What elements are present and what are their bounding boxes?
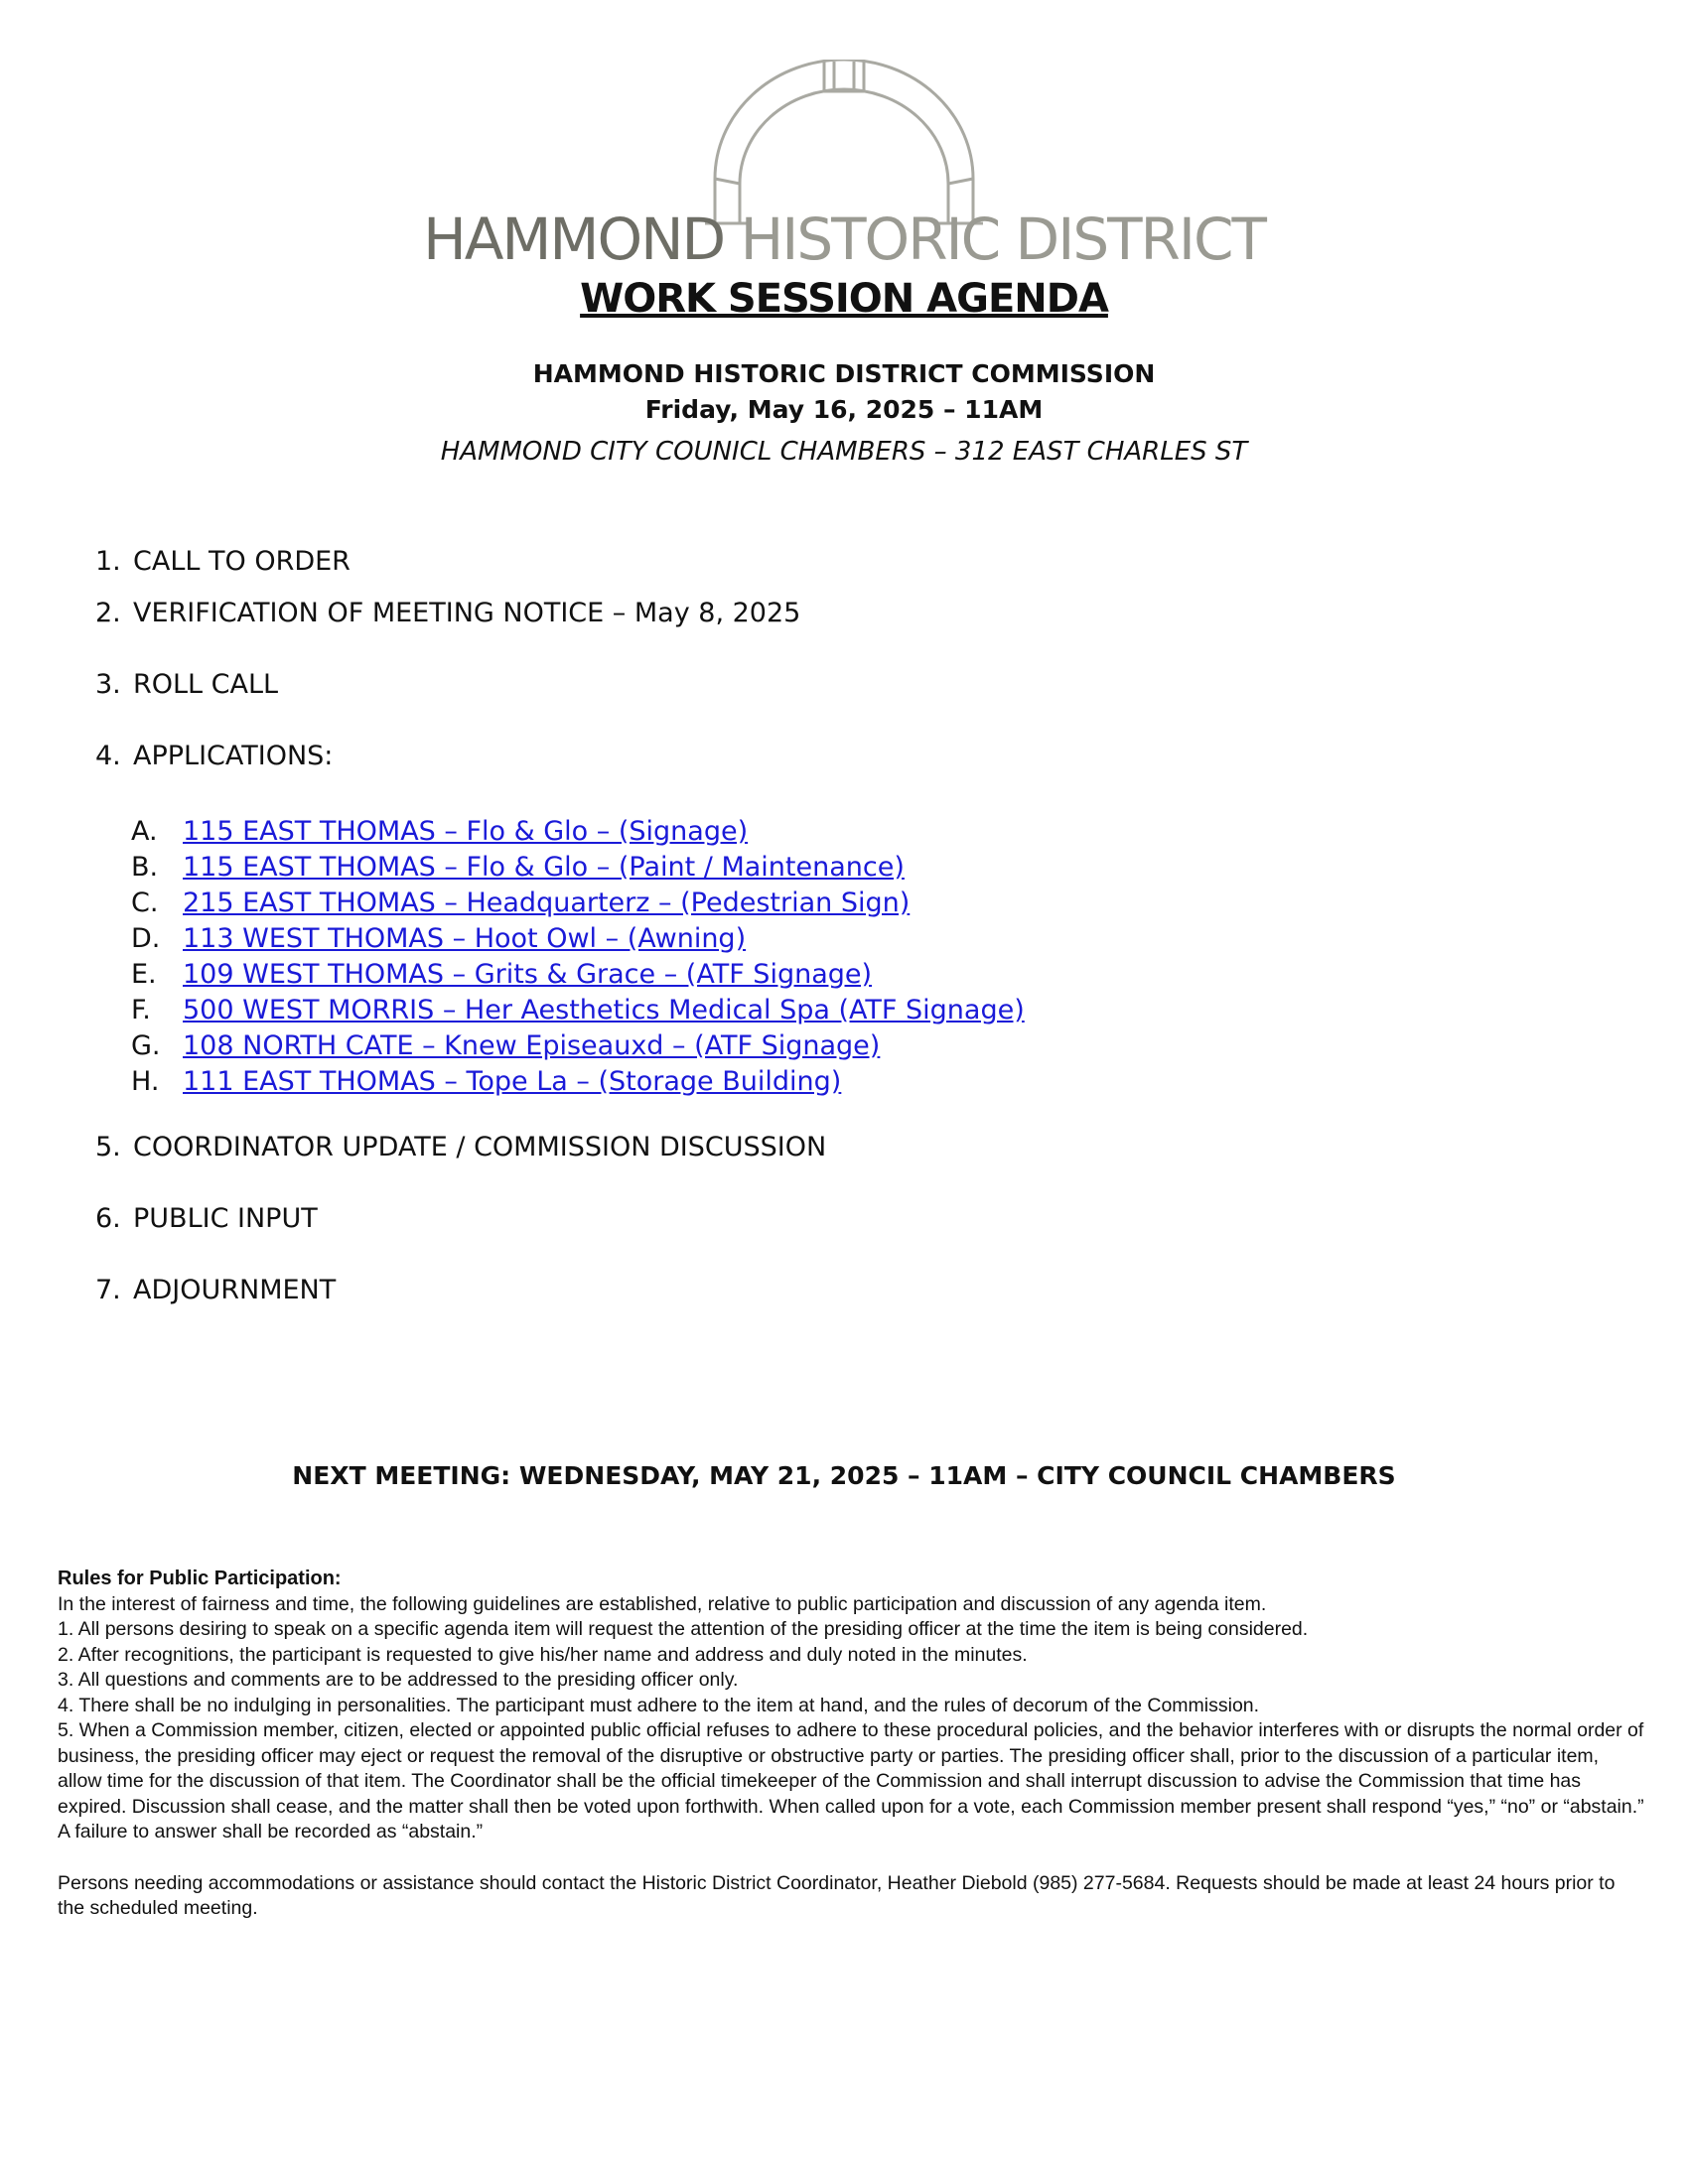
agenda-item-call-to-order	[95, 546, 351, 577]
organization-name: HAMMOND HISTORIC DISTRICT COMMISSION	[532, 359, 1156, 388]
application-letter: D.	[131, 923, 161, 954]
rules-heading: Rules for Public Participation:	[58, 1568, 342, 1589]
logo-word-hammond: HAMMOND	[423, 205, 725, 273]
application-letter: E.	[131, 959, 157, 990]
applications-list	[131, 816, 1025, 1102]
next-meeting-notice: NEXT MEETING: WEDNESDAY, MAY 21, 2025 – 11AM – CITY COUNCIL CHAMBERS	[292, 1461, 1396, 1490]
arch-icon	[685, 60, 1003, 228]
application-link[interactable]: 111 EAST THOMAS – Tope La – (Storage Building)	[183, 1066, 842, 1097]
rule-item: 1. All persons desiring to speak on a specific agenda item will request the attention of the presiding officer at the time the item is being considered.	[58, 1618, 1309, 1640]
meeting-venue: HAMMOND CITY COUNICL CHAMBERS – 312 EAST CHARLES ST	[440, 437, 1248, 467]
rule-item: 2. After recognitions, the participant is requested to give his/her name and address and duly noted in the minutes.	[58, 1643, 1028, 1666]
application-letter: F.	[131, 995, 151, 1025]
meeting-date: Friday, May 16, 2025 – 11AM	[644, 395, 1044, 424]
application-letter: A.	[131, 816, 158, 847]
rule-item: 4. There shall be no indulging in personalities. The participant must adhere to the item at hand, and the rules of decorum of the Commission.	[58, 1694, 1260, 1716]
application-letter: B.	[131, 852, 159, 883]
application-link[interactable]: 115 EAST THOMAS – Flo & Glo – (Paint / Maintenance)	[183, 852, 905, 883]
logo-wordmark	[0, 205, 1688, 273]
application-item	[131, 1066, 1025, 1102]
application-item	[131, 995, 1025, 1030]
agenda-item-verification	[95, 598, 800, 628]
application-link[interactable]: 115 EAST THOMAS – Flo & Glo – (Signage)	[183, 816, 749, 847]
agenda-text: PUBLIC INPUT	[133, 1203, 318, 1234]
agenda-text: CALL TO ORDER	[133, 546, 351, 577]
document-title: WORK SESSION AGENDA	[580, 276, 1108, 322]
application-item	[131, 959, 1025, 995]
agenda-number: 1.	[95, 546, 121, 577]
agenda-text: COORDINATOR UPDATE / COMMISSION DISCUSSION	[133, 1132, 827, 1162]
application-item	[131, 1030, 1025, 1066]
application-item	[131, 852, 1025, 887]
agenda-number: 2.	[95, 598, 121, 628]
application-link[interactable]: 215 EAST THOMAS – Headquarterz – (Pedestrian Sign)	[183, 887, 911, 918]
logo-word-historic-district: HISTORIC DISTRICT	[740, 205, 1265, 273]
application-link[interactable]: 500 WEST MORRIS – Her Aesthetics Medical Spa (ATF Signage)	[183, 995, 1025, 1025]
agenda-item-roll-call	[95, 669, 278, 700]
agenda-number: 5.	[95, 1132, 121, 1162]
agenda-item-coordinator-update	[95, 1132, 826, 1162]
agenda-number: 6.	[95, 1203, 121, 1234]
application-letter: C.	[131, 887, 159, 918]
agenda-number: 4.	[95, 741, 121, 771]
application-item	[131, 923, 1025, 959]
agenda-text: ROLL CALL	[133, 669, 279, 700]
agenda-item-public-input	[95, 1203, 318, 1234]
rules-intro: In the interest of fairness and time, the following guidelines are established, relative to public participation and discussion of any agenda item.	[58, 1592, 1267, 1615]
agenda-text: ADJOURNMENT	[133, 1275, 337, 1305]
agenda-item-adjournment	[95, 1275, 336, 1305]
public-participation-rules	[58, 1567, 1646, 1922]
application-item	[131, 816, 1025, 852]
rule-item: 5. When a Commission member, citizen, elected or appointed public official refuses to adhere to these procedural policies, and the behavior interferes with or disrupts the normal order of business, the presiding officer may eject or request the removal of the disruptive or obstructive party or parties. The presiding officer shall, prior to the discussion of a particular item, allow time for the discussion of that item. The Coordinator shall be the official timekeeper of the Commission and shall interrupt discussion to advise the Commission that time has expired. Discussion shall cease, and the matter shall then be voted upon forthwith. When called upon for a vote, each Commission member present shall respond “yes,” “no” or “abstain.” A failure to answer shall be recorded as “abstain.”	[58, 1719, 1644, 1843]
application-letter: H.	[131, 1066, 160, 1097]
hammond-historic-district-logo	[0, 60, 1688, 278]
application-link[interactable]: 108 NORTH CATE – Knew Episeauxd – (ATF Signage)	[183, 1030, 881, 1061]
application-link[interactable]: 109 WEST THOMAS – Grits & Grace – (ATF Signage)	[183, 959, 873, 990]
agenda-text: VERIFICATION OF MEETING NOTICE – May 8, 2025	[133, 598, 801, 628]
application-link[interactable]: 113 WEST THOMAS – Hoot Owl – (Awning)	[183, 923, 747, 954]
rule-item: 3. All questions and comments are to be addressed to the presiding officer only.	[58, 1669, 739, 1691]
accommodations-notice: Persons needing accommodations or assistance should contact the Historic District Coordinator, Heather Diebold (985) 277-5684. Requests should be made at least 24 hours prior to the scheduled meeting.	[58, 1871, 1616, 1919]
agenda-text: APPLICATIONS:	[133, 741, 334, 771]
application-letter: G.	[131, 1030, 161, 1061]
application-item	[131, 887, 1025, 923]
agenda-number: 3.	[95, 669, 121, 700]
agenda-item-applications	[95, 741, 333, 771]
agenda-number: 7.	[95, 1275, 121, 1305]
